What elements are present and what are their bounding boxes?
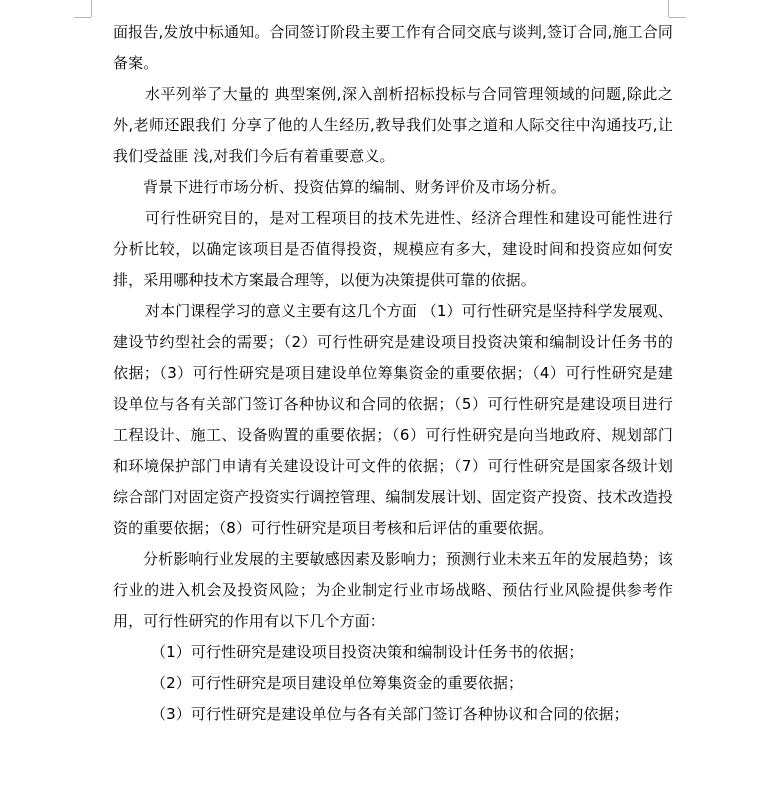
- paragraph-teacher-cases: 水平列举了大量的 典型案例,深入剖析招标投标与合同管理领域的问题,除此之外,老师还跟我们 分享了他的人生经历,教导我们处事之道和人际交往中沟通技巧,让我们受益匪 浅,对我们今后有着重要意义。: [113, 85, 673, 165]
- paragraph-course-significance: 对本门课程学习的意义主要有这几个方面 （1）可行性研究是坚持科学发展观、建设节约型社会的需要；（2）可行性研究是建设项目投资决策和编制设计任务书的依据；（3）可行性研究是项目建设单位筹集资金的重要依据；（4）可行性研究是建设单位与各有关部门签订各种协议和合同的依据；（5）可行性研究是建设项目进行工程设计、施工、设备购置的重要依据；（6）可行性研究是向当地政府、规划部门和环境保护部门申请有关建设设计可文件的依据；（7）可行性研究是国家各级计划综合部门对固定资产投资实行调控管理、编制发展计划、固定资产投资、技术改造投资的重要依据；（8）可行性研究是项目考核和后评估的重要依据。: [113, 302, 673, 537]
- crop-mark-top-right-vertical: [668, 0, 669, 17]
- list-item: （2）可行性研究是项目建设单位筹集资金的重要依据；: [151, 674, 524, 692]
- paragraph-feasibility-purpose: 可行性研究目的，是对工程项目的技术先进性、经济合理性和建设可能性进行分析比较，以确定该项目是否值得投资，规模应有多大，建设时间和投资应如何安排，采用哪种技术方案最合理等，以便为决策提供可靠的依据。: [113, 209, 673, 289]
- list-item: （3）可行性研究是建设单位与各有关部门签订各种协议和合同的依据；: [151, 705, 629, 723]
- paragraph-market-analysis: 背景下进行市场分析、投资估算的编制、财务评价及市场分析。: [143, 178, 566, 196]
- crop-mark-top-left-horizontal: [74, 17, 91, 18]
- paragraph-contract-stage: 面报告,发放中标通知。合同签订阶段主要工作有合同交底与谈判,签订合同,施工合同备案。: [113, 23, 673, 72]
- crop-mark-top-left-vertical: [91, 0, 92, 17]
- paragraph-industry-factors: 分析影响行业发展的主要敏感因素及影响力；预测行业未来五年的发展趋势；该行业的进入机会及投资风险；为企业制定行业市场战略、预估行业风险提供参考作用，可行性研究的作用有以下几个方面：: [113, 550, 673, 630]
- list-item: （1）可行性研究是建设项目投资决策和编制设计任务书的依据；: [151, 643, 584, 661]
- document-body[interactable]: [113, 17, 673, 730]
